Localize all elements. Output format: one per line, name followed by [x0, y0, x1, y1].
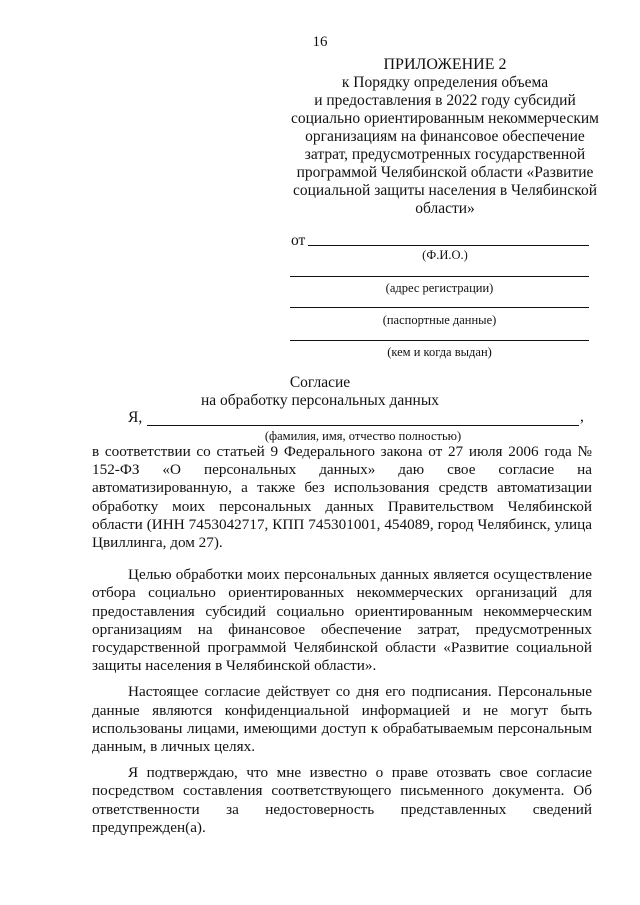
consent-title-line: на обработку персональных данных	[201, 392, 439, 409]
consent-body	[92, 443, 592, 845]
appendix-line: области»	[415, 200, 475, 217]
address-caption: (адрес регистрации)	[385, 281, 494, 295]
appendix-title: ПРИЛОЖЕНИЕ 2	[383, 56, 507, 73]
appendix-line: организациям на финансовое обеспечение	[305, 128, 585, 145]
consent-title-line: Согласие	[289, 374, 351, 391]
appendix-line: к Порядку определения объема	[341, 74, 549, 91]
appendix-line: программой Челябинской области «Развитие	[296, 164, 594, 181]
name-comma: ,	[580, 408, 584, 425]
fio-input-line[interactable]	[308, 245, 589, 246]
appendix-header	[290, 56, 600, 218]
appendix-line: и предоставления в 2022 году субсидий	[314, 92, 576, 109]
issued-input-line[interactable]	[290, 340, 589, 341]
issued-caption: (кем и когда выдан)	[387, 345, 492, 359]
full-name-caption: (фамилия, имя, отчество полностью)	[264, 429, 462, 443]
ya-label: Я,	[128, 409, 143, 426]
page-number: 16	[312, 34, 328, 50]
appendix-line: социальной защиты населения в Челябинской	[292, 182, 598, 199]
fio-caption: (Ф.И.О.)	[422, 248, 468, 262]
passport-caption: (паспортные данные)	[382, 313, 497, 327]
appendix-line: социально ориентированным некоммерческим	[291, 110, 599, 127]
passport-input-line[interactable]	[290, 307, 589, 308]
paragraph-legal-basis: в соответствии со статьей 9 Федерального закона от 27 июля 2006 года № 152-ФЗ «О персональных данных» даю свое согласие на автоматизированную, а также без использования средств автоматизации обработку моих персональных данных Правительством Челябинской области (ИНН 7453042717, КПП 745301001, 454089, город Челябинск, улица Цвиллинга, дом 27).	[92, 443, 592, 552]
paragraph-purpose: Целью обработки моих персональных данных является осуществление отбора социально ориентированных некоммерческих организаций для предоставления субсидий социально ориентированным некоммерческим организациям на финансовое обеспечение затрат, предусмотренных государственной программой Челябинской области «Развитие социальной защиты населения в Челябинской области».	[92, 566, 592, 675]
from-label: от	[291, 232, 306, 249]
paragraph-validity: Настоящее согласие действует со дня его подписания. Персональные данные являются конфиденциальной информацией и не могут быть использованы лицами, имеющими доступ к обрабатываемым персональным данным, в личных целях.	[92, 683, 592, 756]
consent-title	[0, 374, 640, 410]
full-name-input-line[interactable]	[147, 425, 579, 426]
paragraph-confirmation: Я подтверждаю, что мне известно о праве отозвать свое согласие посредством составления соответствующего письменного документа. Об ответственности за недостоверность представленных сведений предупрежден(а).	[92, 764, 592, 836]
appendix-line: затрат, предусмотренных государственной	[304, 146, 586, 163]
address-input-line[interactable]	[290, 276, 589, 277]
